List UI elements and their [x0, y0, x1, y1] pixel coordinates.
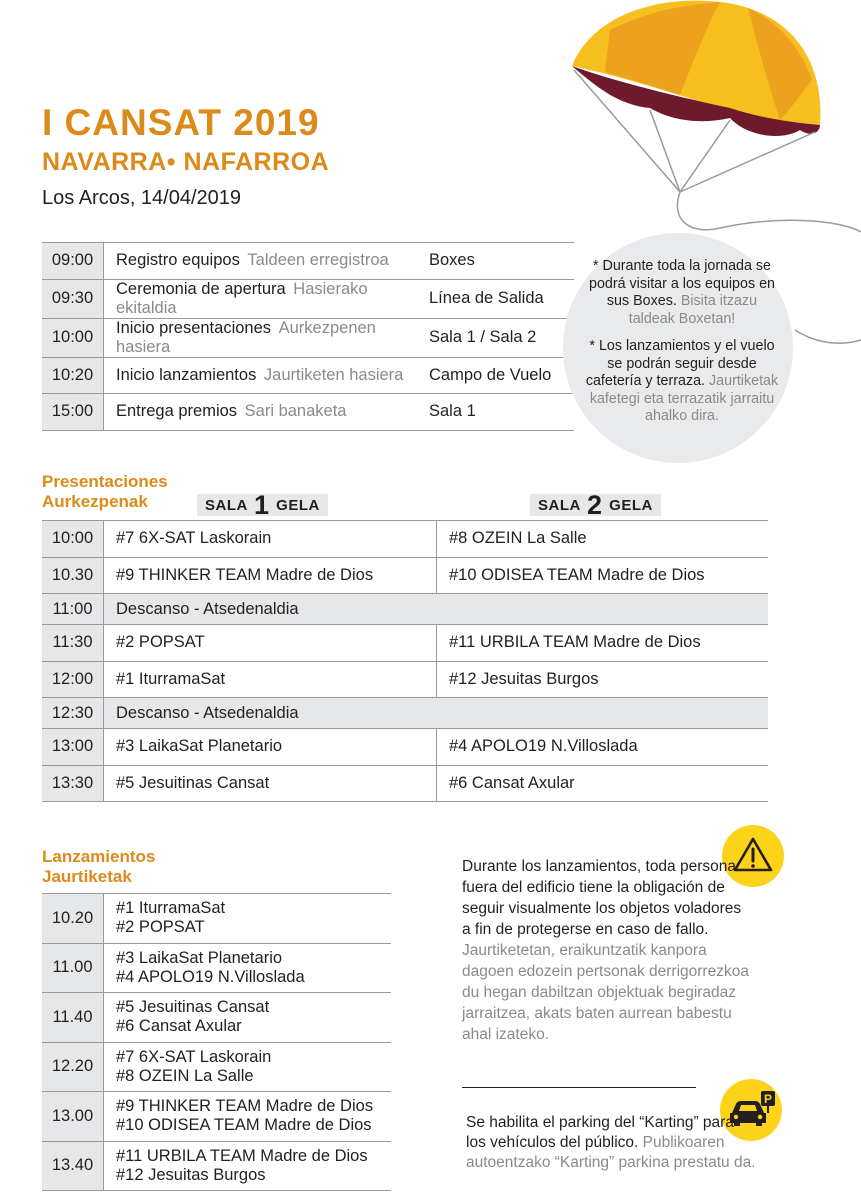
page-subtitle: NAVARRA• NAFARROA [42, 148, 330, 176]
presentation-time: 10:00 [42, 521, 104, 558]
launch-teams: #3 LaikaSat Planetario #4 APOLO19 N.Villoslada [104, 943, 392, 993]
schedule-time: 15:00 [42, 394, 104, 431]
schedule-time: 10:00 [42, 318, 104, 357]
room-1-team: #1 IturramaSat [104, 661, 437, 698]
launch-time: 10.20 [42, 894, 104, 944]
schedule-activity: Inicio presentaciones Aurkezpenen hasiera [104, 318, 430, 357]
room-2-label: SALA 2 GELA [530, 494, 661, 516]
launch-time: 13.00 [42, 1092, 104, 1142]
launch-teams: #11 URBILA TEAM Madre de Dios #12 Jesuitas Burgos [104, 1141, 392, 1191]
launches-heading: Lanzamientos Jaurtiketak [42, 847, 156, 886]
room-2-team: #4 APOLO19 N.Villoslada [437, 729, 769, 766]
launch-time: 11.00 [42, 943, 104, 993]
table-row [42, 279, 574, 318]
room-1-team: #7 6X-SAT Laskorain [104, 521, 437, 558]
schedule-place: Campo de Vuelo [429, 357, 574, 394]
schedule-time: 09:30 [42, 279, 104, 318]
info-note-launches: * Los lanzamientos y el vuelo se podrán seguir desde cafetería y terraza. Jaurtiketak kafetegi eta terrazatik jarraitu ahalko dira. [585, 338, 779, 424]
launch-teams: #9 THINKER TEAM Madre de Dios #10 ODISEA TEAM Madre de Dios [104, 1092, 392, 1142]
presentations-heading: Presentaciones Aurkezpenak [42, 472, 168, 511]
event-place-date: Los Arcos, 14/04/2019 [42, 187, 242, 209]
launch-time: 11.40 [42, 993, 104, 1043]
table-row [42, 943, 391, 993]
room-2-team: #11 URBILA TEAM Madre de Dios [437, 625, 769, 662]
table-row [42, 993, 391, 1043]
launch-time: 13.40 [42, 1141, 104, 1191]
schedule-time: 09:00 [42, 243, 104, 280]
room-1-team: #9 THINKER TEAM Madre de Dios [104, 557, 437, 594]
break-label: Descanso - Atsedenaldia [104, 698, 769, 729]
break-row [42, 698, 768, 729]
schedule-place: Línea de Salida [429, 279, 574, 318]
schedule-place: Sala 1 / Sala 2 [429, 318, 574, 357]
table-row [42, 729, 768, 766]
room-2-team: #10 ODISEA TEAM Madre de Dios [437, 557, 769, 594]
presentation-time: 11:00 [42, 594, 104, 625]
table-row [42, 765, 768, 802]
presentation-time: 10.30 [42, 557, 104, 594]
schedule-activity: Inicio lanzamientos Jaurtiketen hasiera [104, 357, 430, 394]
room-1-team: #5 Jesuitinas Cansat [104, 765, 437, 802]
schedule-time: 10:20 [42, 357, 104, 394]
launch-teams: #1 IturramaSat #2 POPSAT [104, 894, 392, 944]
room-2-team: #6 Cansat Axular [437, 765, 769, 802]
table-row [42, 625, 768, 662]
presentation-time: 11:30 [42, 625, 104, 662]
presentation-time: 13:30 [42, 765, 104, 802]
page-title: I CANSAT 2019 [42, 102, 320, 143]
presentation-time: 12:30 [42, 698, 104, 729]
table-row [42, 243, 574, 280]
table-row [42, 394, 574, 431]
parking-sign-letter: P [763, 1092, 773, 1106]
divider [462, 1087, 696, 1088]
schedule-activity: Registro equipos Taldeen erregistroa [104, 243, 430, 280]
table-row [42, 318, 574, 357]
room-1-team: #3 LaikaSat Planetario [104, 729, 437, 766]
break-label: Descanso - Atsedenaldia [104, 594, 769, 625]
launch-time: 12.20 [42, 1042, 104, 1092]
room-2-team: #8 OZEIN La Salle [437, 521, 769, 558]
schedule-place: Boxes [429, 243, 574, 280]
room-1-label: SALA 1 GELA [197, 494, 328, 516]
presentations-table [42, 520, 768, 802]
table-row [42, 521, 768, 558]
table-row [42, 557, 768, 594]
table-row [42, 661, 768, 698]
info-notes [582, 258, 782, 436]
room-1-team: #2 POPSAT [104, 625, 437, 662]
table-row [42, 1141, 391, 1191]
launch-teams: #7 6X-SAT Laskorain #8 OZEIN La Salle [104, 1042, 392, 1092]
schedule-activity: Entrega premios Sari banaketa [104, 394, 430, 431]
table-row [42, 1042, 391, 1092]
room-2-team: #12 Jesuitas Burgos [437, 661, 769, 698]
table-row [42, 1092, 391, 1142]
break-row [42, 594, 768, 625]
presentation-time: 13:00 [42, 729, 104, 766]
schedule-place: Sala 1 [429, 394, 574, 431]
table-row [42, 357, 574, 394]
general-schedule-table [42, 242, 574, 431]
schedule-activity: Ceremonia de apertura Hasierako ekitaldia [104, 279, 430, 318]
launches-table [42, 893, 391, 1191]
info-note-boxes: * Durante toda la jornada se podrá visitar a los equipos en sus Boxes. Bisita itzazu taldeak Boxetan! [589, 258, 775, 327]
table-row [42, 894, 391, 944]
presentation-time: 12:00 [42, 661, 104, 698]
launch-teams: #5 Jesuitinas Cansat #6 Cansat Axular [104, 993, 392, 1043]
parking-text: Se habilita el parking del “Karting” para los vehículos del público. Publikoaren autoentzako “Karting” parkina prestatu da. [466, 1114, 756, 1171]
warning-text: Durante los lanzamientos, toda persona fuera del edificio tiene la obligación de seguir visualmente los objetos voladores a fin de protegerse en caso de fallo. Jaurtiketetan, eraikuntzatik kanpora dagoen edozein pertsonak derrigorrezkoa du hegan dabiltzan objektuak begiradaz jarraitzea, akats baten aurrean babestu ahal izateko. [462, 858, 749, 1043]
